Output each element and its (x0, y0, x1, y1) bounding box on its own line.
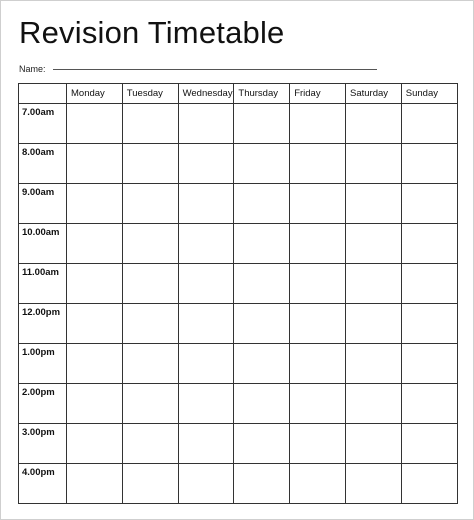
slot-cell[interactable] (401, 384, 457, 424)
corner-cell (19, 84, 67, 104)
slot-cell[interactable] (401, 424, 457, 464)
page-title: Revision Timetable (19, 15, 285, 50)
time-row (19, 384, 458, 424)
time-row (19, 344, 458, 384)
day-header: Sunday (401, 84, 457, 104)
slot-cell[interactable] (178, 104, 234, 144)
slot-cell[interactable] (122, 104, 178, 144)
slot-cell[interactable] (401, 224, 457, 264)
time-row (19, 264, 458, 304)
time-label: 4.00pm (19, 464, 67, 504)
slot-cell[interactable] (290, 344, 346, 384)
slot-cell[interactable] (345, 104, 401, 144)
slot-cell[interactable] (178, 224, 234, 264)
time-label: 7.00am (19, 104, 67, 144)
time-label: 10.00am (19, 224, 67, 264)
slot-cell[interactable] (122, 344, 178, 384)
slot-cell[interactable] (345, 424, 401, 464)
slot-cell[interactable] (67, 344, 123, 384)
slot-cell[interactable] (345, 464, 401, 504)
slot-cell[interactable] (234, 304, 290, 344)
slot-cell[interactable] (178, 304, 234, 344)
header-row (19, 84, 458, 104)
slot-cell[interactable] (290, 184, 346, 224)
slot-cell[interactable] (401, 184, 457, 224)
slot-cell[interactable] (122, 144, 178, 184)
slot-cell[interactable] (234, 104, 290, 144)
slot-cell[interactable] (122, 264, 178, 304)
slot-cell[interactable] (345, 264, 401, 304)
time-label: 11.00am (19, 264, 67, 304)
day-header: Monday (67, 84, 123, 104)
slot-cell[interactable] (67, 384, 123, 424)
slot-cell[interactable] (234, 424, 290, 464)
slot-cell[interactable] (178, 344, 234, 384)
time-label: 8.00am (19, 144, 67, 184)
slot-cell[interactable] (178, 144, 234, 184)
day-header: Saturday (345, 84, 401, 104)
slot-cell[interactable] (290, 424, 346, 464)
slot-cell[interactable] (234, 464, 290, 504)
time-row (19, 464, 458, 504)
slot-cell[interactable] (122, 184, 178, 224)
slot-cell[interactable] (122, 304, 178, 344)
slot-cell[interactable] (401, 464, 457, 504)
slot-cell[interactable] (401, 104, 457, 144)
slot-cell[interactable] (67, 304, 123, 344)
time-label: 3.00pm (19, 424, 67, 464)
slot-cell[interactable] (67, 224, 123, 264)
slot-cell[interactable] (234, 224, 290, 264)
name-field[interactable] (53, 69, 377, 70)
slot-cell[interactable] (67, 184, 123, 224)
slot-cell[interactable] (122, 424, 178, 464)
slot-cell[interactable] (290, 384, 346, 424)
slot-cell[interactable] (290, 304, 346, 344)
slot-cell[interactable] (290, 104, 346, 144)
slot-cell[interactable] (290, 224, 346, 264)
slot-cell[interactable] (178, 384, 234, 424)
slot-cell[interactable] (345, 144, 401, 184)
slot-cell[interactable] (234, 384, 290, 424)
time-row (19, 144, 458, 184)
day-header: Friday (290, 84, 346, 104)
time-label: 9.00am (19, 184, 67, 224)
slot-cell[interactable] (401, 344, 457, 384)
time-row (19, 304, 458, 344)
name-row (19, 63, 379, 77)
slot-cell[interactable] (178, 264, 234, 304)
slot-cell[interactable] (67, 424, 123, 464)
slot-cell[interactable] (234, 264, 290, 304)
slot-cell[interactable] (122, 224, 178, 264)
slot-cell[interactable] (401, 144, 457, 184)
time-row (19, 424, 458, 464)
slot-cell[interactable] (401, 304, 457, 344)
slot-cell[interactable] (67, 144, 123, 184)
slot-cell[interactable] (234, 184, 290, 224)
slot-cell[interactable] (178, 424, 234, 464)
day-header: Tuesday (122, 84, 178, 104)
slot-cell[interactable] (122, 384, 178, 424)
slot-cell[interactable] (178, 464, 234, 504)
time-label: 1.00pm (19, 344, 67, 384)
slot-cell[interactable] (178, 184, 234, 224)
slot-cell[interactable] (290, 264, 346, 304)
slot-cell[interactable] (290, 464, 346, 504)
timetable-grid (18, 83, 458, 504)
slot-cell[interactable] (67, 104, 123, 144)
slot-cell[interactable] (345, 304, 401, 344)
day-header: Wednesday (178, 84, 234, 104)
slot-cell[interactable] (401, 264, 457, 304)
slot-cell[interactable] (345, 184, 401, 224)
time-label: 2.00pm (19, 384, 67, 424)
slot-cell[interactable] (234, 144, 290, 184)
slot-cell[interactable] (290, 144, 346, 184)
slot-cell[interactable] (67, 264, 123, 304)
slot-cell[interactable] (345, 344, 401, 384)
time-row (19, 104, 458, 144)
name-label: Name: (19, 64, 46, 74)
slot-cell[interactable] (67, 464, 123, 504)
time-row (19, 184, 458, 224)
slot-cell[interactable] (122, 464, 178, 504)
day-header: Thursday (234, 84, 290, 104)
slot-cell[interactable] (234, 344, 290, 384)
slot-cell[interactable] (345, 224, 401, 264)
time-row (19, 224, 458, 264)
time-label: 12.00pm (19, 304, 67, 344)
slot-cell[interactable] (345, 384, 401, 424)
